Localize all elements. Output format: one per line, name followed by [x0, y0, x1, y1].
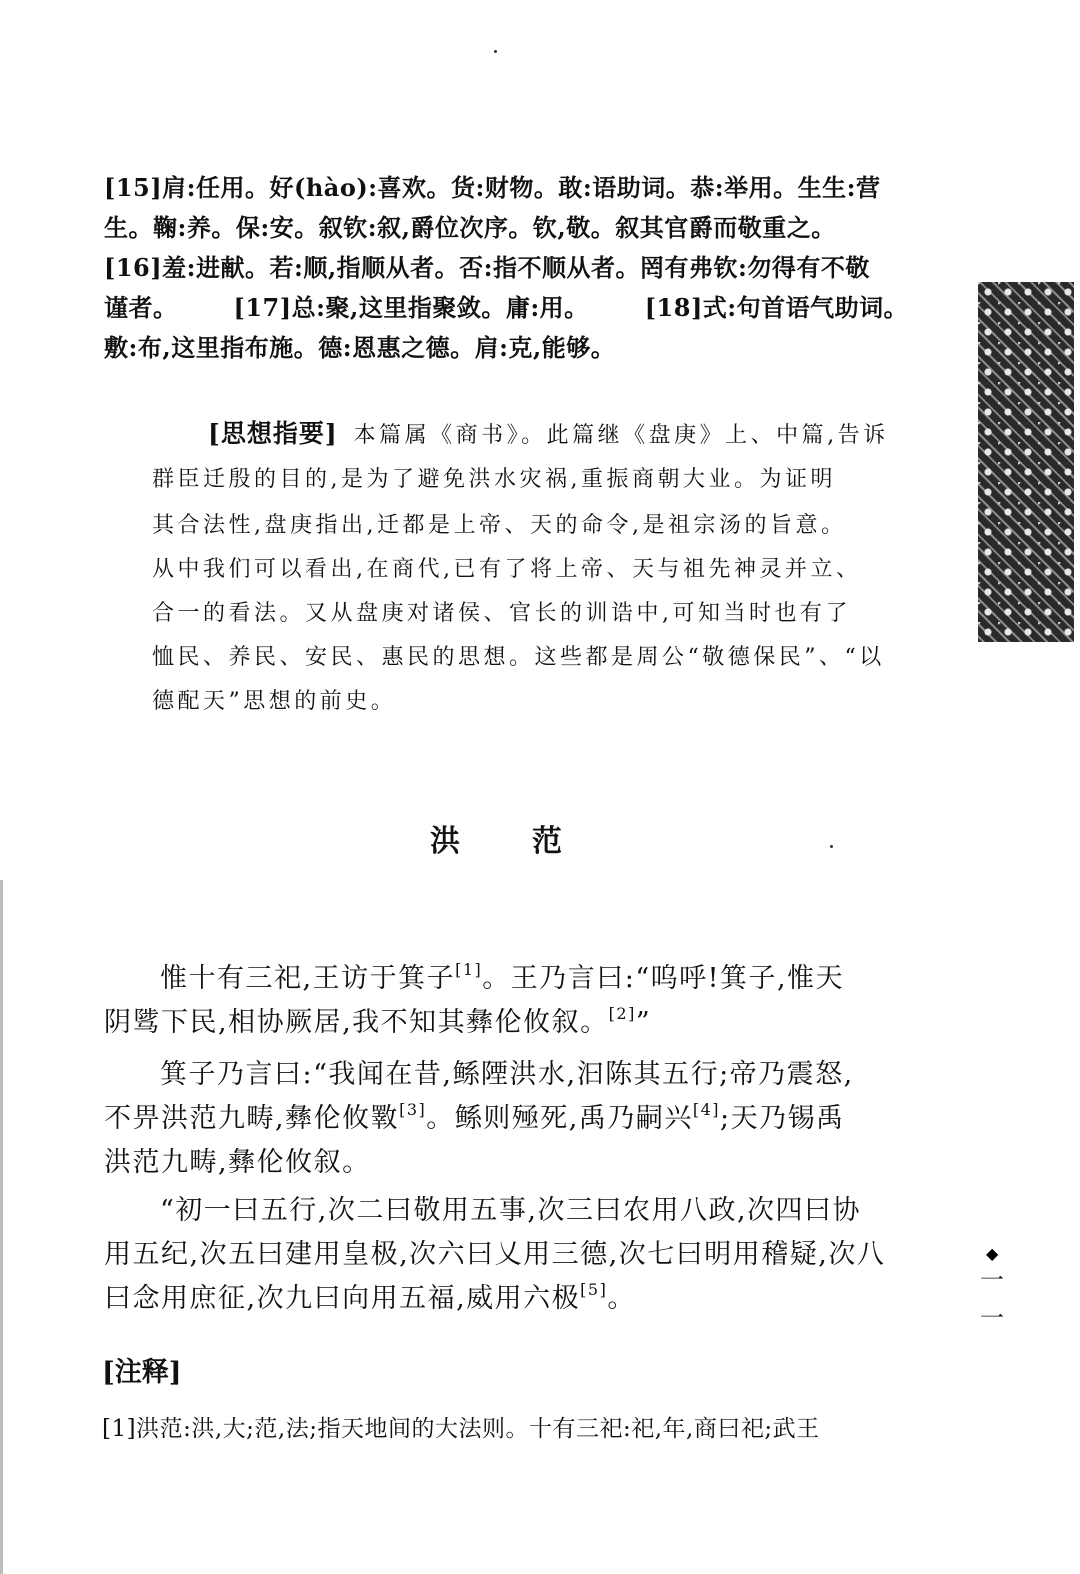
annotation-heading: [注释] [102, 1357, 182, 1388]
footnote-ref-4[interactable]: [4] [692, 1100, 721, 1119]
text-run: 惟十有三祀,王访于箕子 [160, 963, 456, 994]
summary-heading: [思想指要] [208, 419, 338, 448]
summary-line-3: 其合法性,盘庚指出,迁都是上帝、天的命令,是祖宗汤的旨意。 [152, 513, 847, 538]
summary-line-2: 群臣迁殷的目的,是为了避免洪水灾祸,重振商朝大业。为证明 [152, 467, 836, 492]
body-p3-line-1: “初一曰五行,次二曰敬用五事,次三曰农用八政,次四曰协 [160, 1195, 862, 1226]
body-p3-line-2: 用五纪,次五曰建用皇极,次六曰乂用三德,次七曰明用稽疑,次八 [104, 1239, 886, 1270]
text-run: ;天乃锡禹 [720, 1103, 845, 1134]
note-line-2: 生。鞠:养。保:安。叙钦:叙,爵位次序。钦,敬。叙其官爵而敬重之。 [104, 213, 836, 242]
summary-line-1 [208, 414, 889, 450]
text-run: ” [635, 1007, 652, 1038]
note-17: [17]总:聚,这里指聚敛。庸:用。 [233, 293, 589, 322]
section-title [430, 816, 562, 860]
note-line-1: [15]肩:任用。好(hào):喜欢。货:财物。敢:语助词。恭:举用。生生:营 [104, 173, 881, 202]
note-line-4 [104, 288, 908, 323]
note-line-3: [16]羞:进献。若:顺,指顺从者。否:指不顺从者。罔有弗钦:勿得有不敬 [104, 253, 870, 282]
text-run: 阴骘下民,相协厥居,我不知其彝伦攸叙。 [104, 1007, 609, 1038]
section-title-char-2: 范 [532, 824, 562, 859]
text-run: 不畀洪范九畴,彝伦攸斁 [104, 1103, 400, 1134]
text-run: 。王乃言曰:“呜呼!箕子,惟天 [482, 963, 845, 994]
summary-text-1: 本篇属《商书》。此篇继《盘庚》上、中篇,告诉 [353, 423, 889, 448]
page-number [978, 1268, 1006, 1330]
section-title-char-1: 洪 [430, 824, 460, 859]
footnote-ref-5[interactable]: [5] [580, 1280, 608, 1299]
body-p2-line-2 [104, 1096, 845, 1135]
summary-line-6: 恤民、养民、安民、惠民的思想。这些都是周公“敬德保民”、“以 [152, 645, 885, 670]
note-line-5: 敷:布,这里指布施。德:恩惠之德。肩:克,能够。 [104, 333, 616, 362]
summary-line-5: 合一的看法。又从盘庚对诸侯、官长的训诰中,可知当时也有了 [152, 601, 851, 626]
body-p2-line-3: 洪范九畴,彝伦攸叙。 [104, 1147, 371, 1178]
body-p1-line-2 [104, 1000, 651, 1039]
page-number-digit-2: 一 [980, 1304, 1004, 1332]
page-edge-shadow [0, 880, 3, 1574]
body-p2-line-1: 箕子乃言曰:“我闻在昔,鲧陻洪水,汩陈其五行;帝乃震怒, [160, 1059, 854, 1090]
footnote-ref-2[interactable]: [2] [608, 1004, 636, 1023]
text-run: 。 [607, 1283, 636, 1314]
page-number-digit-1: 一 [980, 1266, 1004, 1294]
diamond-icon: ◆ [986, 1244, 999, 1263]
summary-line-4: 从中我们可以看出,在商代,已有了将上帝、天与祖先神灵并立、 [152, 557, 862, 582]
scan-speck [830, 845, 833, 848]
scan-speck [494, 50, 497, 53]
footnote-1: [1]洪范:洪,大;范,法;指天地间的大法则。十有三祀:祀,年,商曰祀;武王 [102, 1416, 820, 1442]
body-p1-line-1 [160, 956, 844, 995]
decorative-side-band [978, 282, 1074, 642]
note-18-head: [18]式:句首语气助词。 [644, 293, 909, 322]
text-run: 曰念用庶征,次九曰向用五福,威用六极 [104, 1283, 581, 1314]
body-p3-line-3 [104, 1276, 636, 1315]
text-run: 。鲧则殛死,禹乃嗣兴 [426, 1103, 693, 1134]
summary-line-7: 德配天”思想的前史。 [152, 689, 397, 714]
note-16-tail: 谨者。 [104, 293, 178, 322]
footnote-ref-3[interactable]: [3] [399, 1100, 427, 1119]
footnote-ref-1[interactable]: [1] [455, 960, 483, 979]
